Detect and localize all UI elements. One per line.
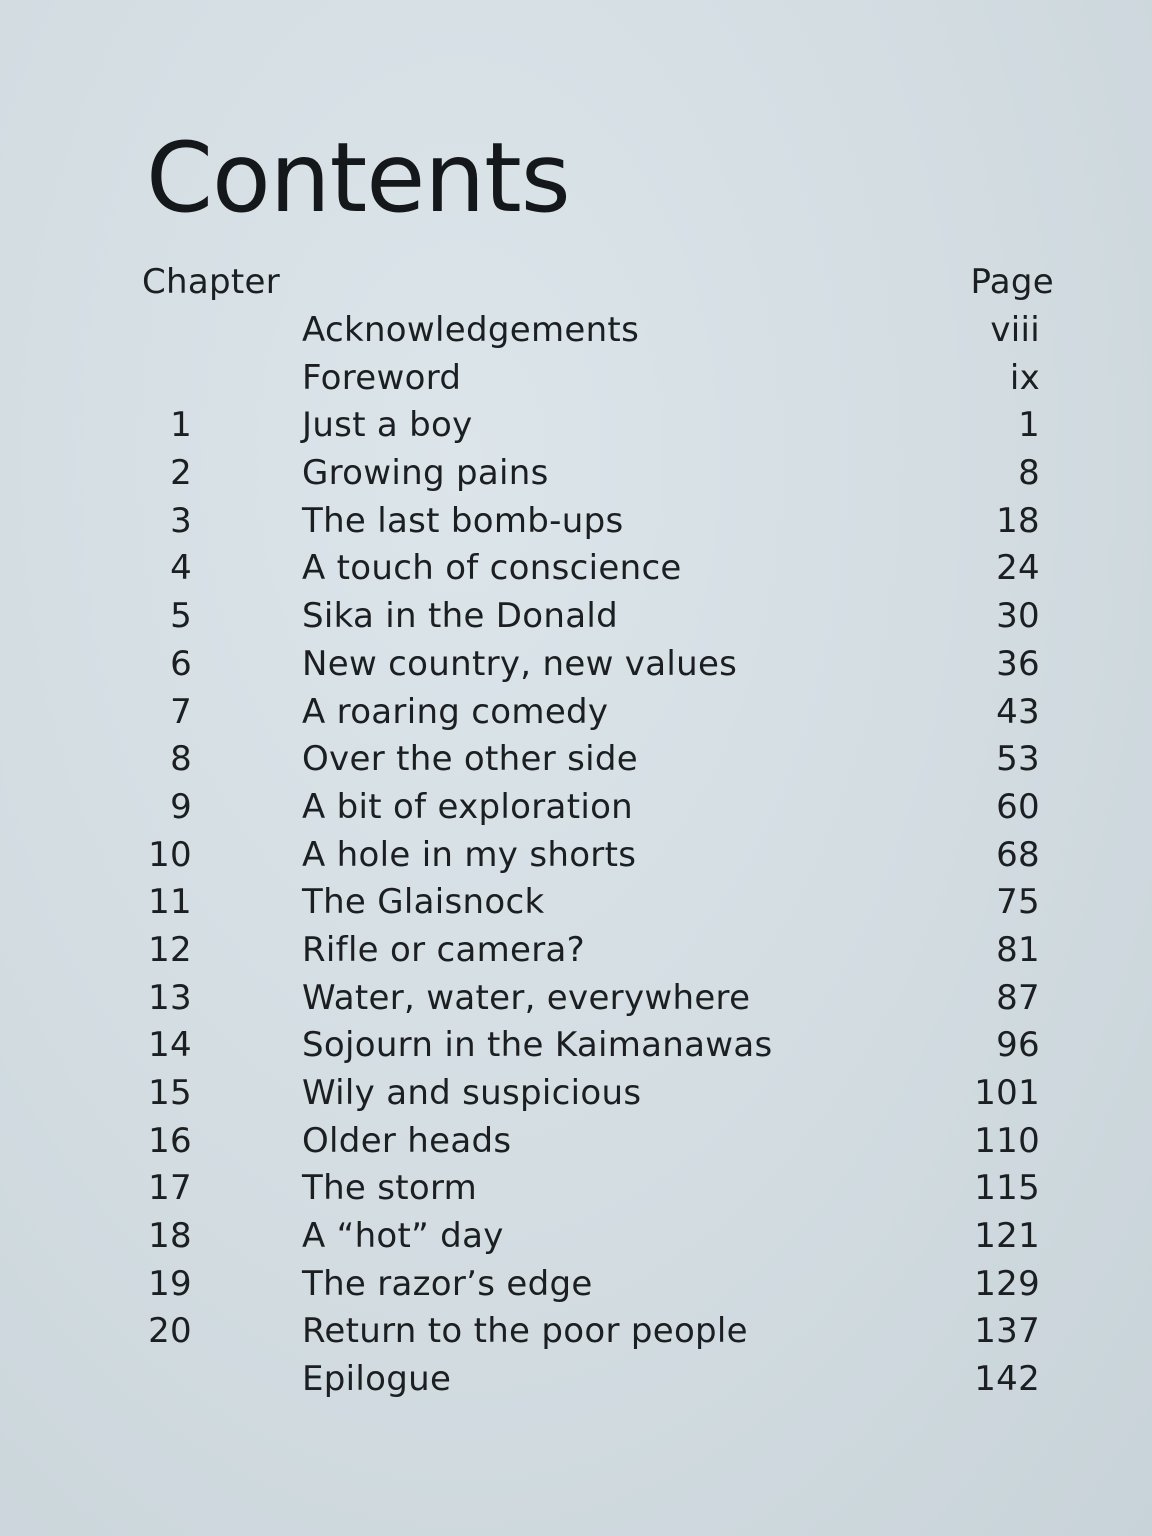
page-number: 81 <box>996 929 1040 970</box>
toc-entry <box>0 499 1152 547</box>
page-number: 137 <box>974 1311 1040 1352</box>
toc-entry <box>0 451 1152 499</box>
toc-entry <box>0 1357 1152 1405</box>
chapter-number: 15 <box>148 1073 192 1113</box>
toc-entry <box>0 1071 1152 1119</box>
toc-entry <box>0 833 1152 881</box>
chapter-title: Rifle or camera? <box>302 929 586 970</box>
chapter-title: Growing pains <box>302 453 549 494</box>
page-number: 96 <box>996 1025 1040 1066</box>
page-number: 36 <box>996 643 1040 684</box>
chapter-number: 9 <box>170 786 192 827</box>
chapter-title: A hole in my shorts <box>302 834 637 875</box>
page-column-header: Page <box>970 262 1054 302</box>
chapter-number: 3 <box>170 500 192 541</box>
page-number: 43 <box>996 691 1040 732</box>
toc-entry <box>0 737 1152 785</box>
chapter-number: 1 <box>170 405 192 446</box>
page-number: viii <box>990 310 1040 350</box>
page-number: 60 <box>996 786 1040 827</box>
chapter-title: Water, water, everywhere <box>302 977 751 1018</box>
page-number: 87 <box>996 977 1040 1018</box>
chapter-number: 10 <box>148 834 192 875</box>
toc-entry <box>0 690 1152 738</box>
toc-entry <box>0 546 1152 594</box>
toc-entry <box>0 308 1152 356</box>
page-number: 8 <box>1018 453 1040 494</box>
chapter-title: A touch of conscience <box>302 548 682 589</box>
toc-entry <box>0 785 1152 833</box>
chapter-title: Acknowledgements <box>302 310 640 350</box>
page-number: 18 <box>996 500 1040 541</box>
chapter-title: Just a boy <box>302 405 473 446</box>
page-number: 75 <box>996 882 1040 923</box>
chapter-title: Sojourn in the Kaimanawas <box>302 1025 773 1066</box>
chapter-number: 13 <box>148 977 192 1018</box>
page-number: 121 <box>974 1216 1040 1257</box>
toc-entry <box>0 1023 1152 1071</box>
chapter-number: 14 <box>148 1025 192 1066</box>
chapter-number: 16 <box>148 1120 192 1161</box>
chapter-title: Sika in the Donald <box>302 596 618 637</box>
chapter-number: 11 <box>148 882 192 923</box>
chapter-title: Foreword <box>302 357 462 398</box>
toc-entry <box>0 1119 1152 1167</box>
page-number: 24 <box>996 548 1040 589</box>
chapter-title: A “hot” day <box>302 1216 504 1257</box>
chapter-number: 2 <box>170 453 192 494</box>
toc-entry <box>0 880 1152 928</box>
toc-entry <box>0 1309 1152 1357</box>
chapter-number: 5 <box>170 596 192 637</box>
chapter-number: 6 <box>170 643 192 684</box>
chapter-number: 7 <box>170 691 192 732</box>
toc-entry <box>0 928 1152 976</box>
page-number: 110 <box>974 1120 1040 1161</box>
toc-entry <box>0 403 1152 451</box>
toc-entry <box>0 1166 1152 1214</box>
toc-entry <box>0 976 1152 1024</box>
chapter-number: 4 <box>170 548 192 589</box>
page-number: 30 <box>996 596 1040 637</box>
chapter-title: Return to the poor people <box>302 1311 748 1352</box>
page-number: 115 <box>974 1168 1040 1209</box>
chapter-title: Epilogue <box>302 1359 452 1400</box>
chapter-title: A roaring comedy <box>302 691 609 732</box>
chapter-title: The storm <box>302 1168 478 1209</box>
chapter-number: 8 <box>170 739 192 780</box>
table-of-contents <box>0 308 1152 1405</box>
chapter-number: 19 <box>148 1263 192 1304</box>
toc-entry <box>0 356 1152 404</box>
chapter-column-header: Chapter <box>142 262 281 302</box>
page-number: ix <box>1009 357 1040 398</box>
page-number: 129 <box>974 1263 1040 1304</box>
page-number: 142 <box>974 1359 1040 1400</box>
page-number: 53 <box>996 739 1040 780</box>
chapter-title: The last bomb-ups <box>302 500 624 541</box>
toc-entry <box>0 1262 1152 1310</box>
page-number: 101 <box>974 1073 1040 1113</box>
page-number: 68 <box>996 834 1040 875</box>
chapter-number: 20 <box>148 1311 192 1352</box>
toc-entry <box>0 594 1152 642</box>
chapter-title: A bit of exploration <box>302 786 634 827</box>
chapter-title: New country, new values <box>302 643 738 684</box>
chapter-title: Over the other side <box>302 739 638 780</box>
toc-entry <box>0 642 1152 690</box>
chapter-number: 18 <box>148 1216 192 1257</box>
page-title: Contents <box>146 122 570 235</box>
chapter-title: The razor’s edge <box>302 1263 593 1304</box>
chapter-title: Wily and suspicious <box>302 1073 642 1113</box>
chapter-title: Older heads <box>302 1120 512 1161</box>
page-number: 1 <box>1018 405 1040 446</box>
chapter-number: 17 <box>148 1168 192 1209</box>
chapter-number: 12 <box>148 929 192 970</box>
toc-entry <box>0 1214 1152 1262</box>
chapter-title: The Glaisnock <box>302 882 545 923</box>
